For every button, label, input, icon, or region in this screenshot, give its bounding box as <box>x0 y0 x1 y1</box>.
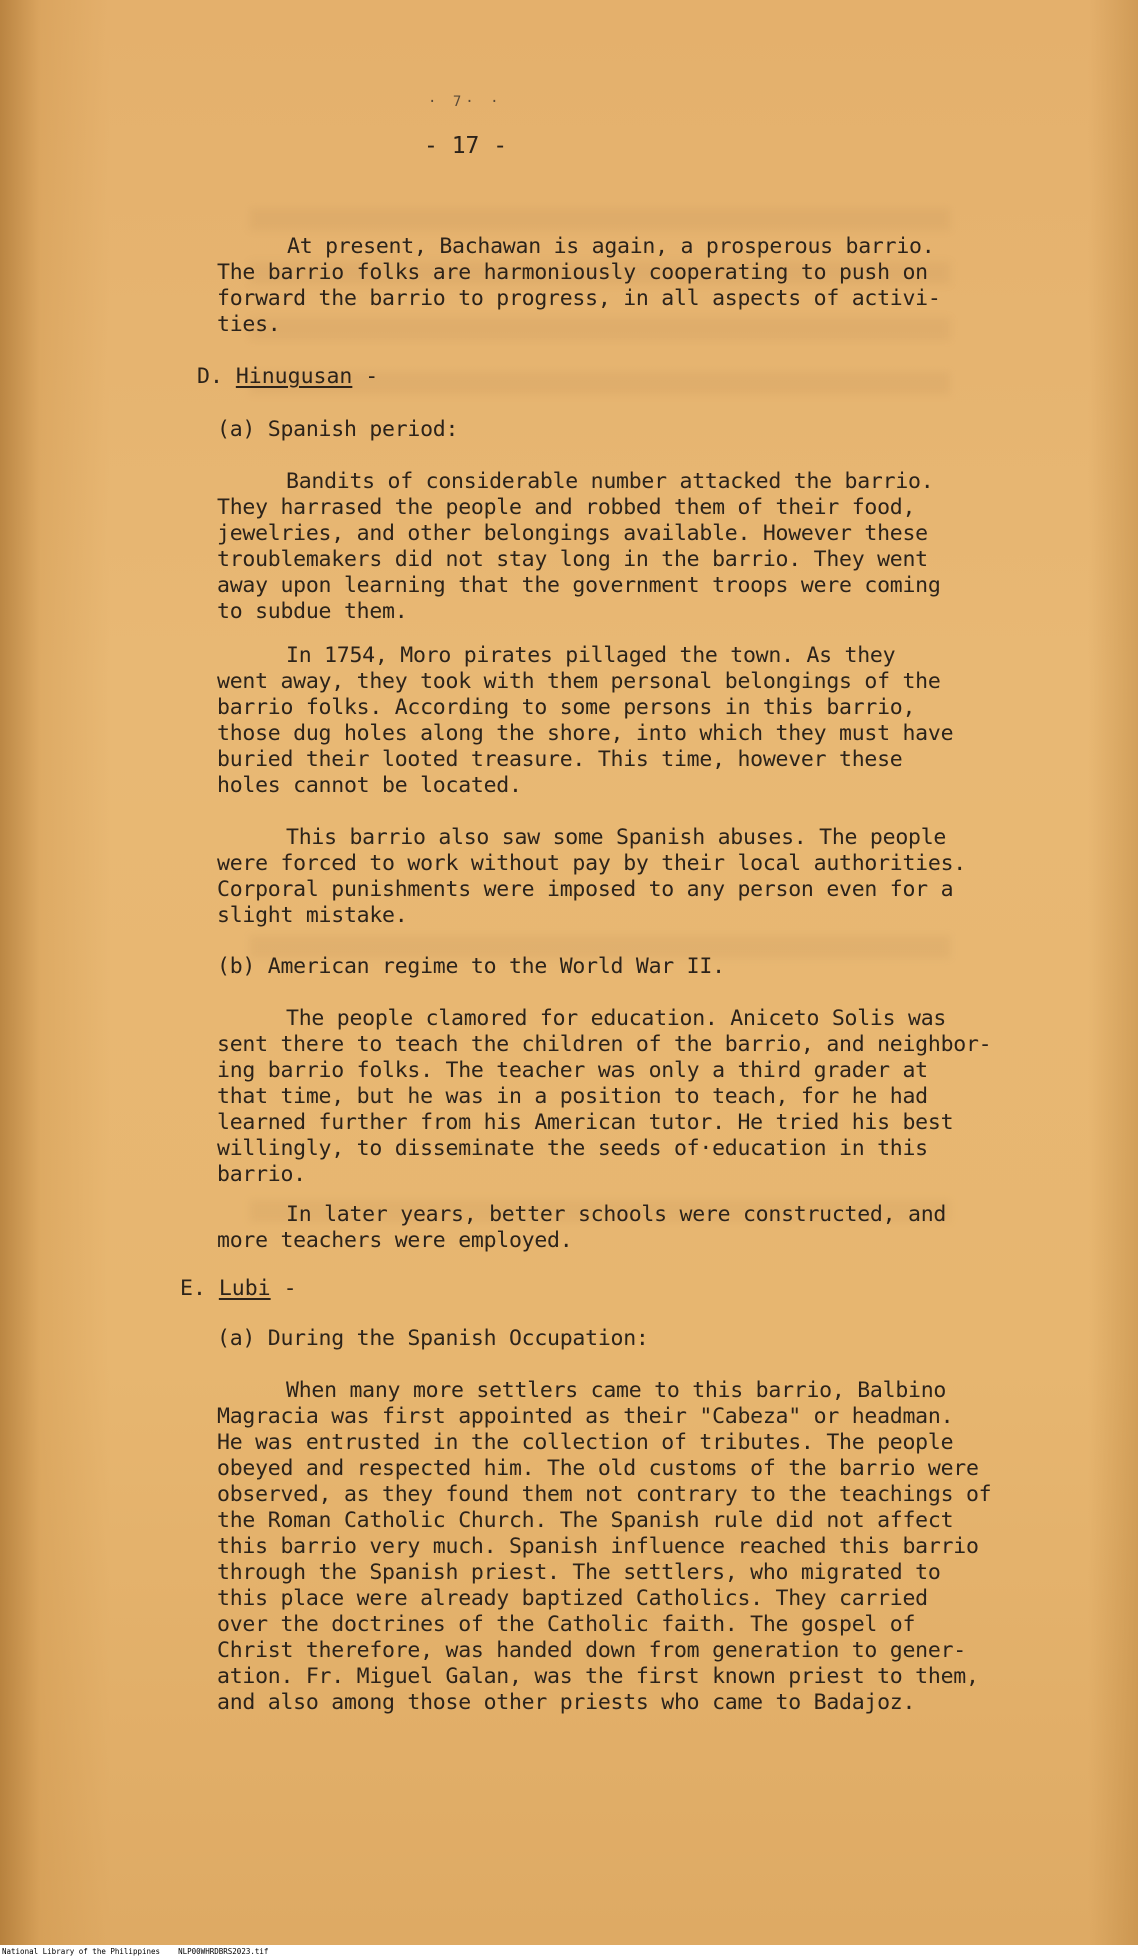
d-para-4-line: learned further from his American tutor. He tried his best <box>217 1110 954 1135</box>
section-e-suffix: - <box>270 1276 297 1301</box>
d-para-2-line: those dug holes along the shore, into which they must have <box>217 721 954 746</box>
e-para-1-line: He was entrusted in the collection of tributes. The people <box>217 1430 954 1455</box>
intro-line: forward the barrio to progress, in all aspects of activi- <box>217 286 941 311</box>
intro-line: ties. <box>217 312 281 337</box>
d-para-1-line: troublemakers did not stay long in the barrio. They went <box>217 547 928 572</box>
section-e-prefix: E. <box>180 1276 219 1301</box>
e-para-1-line: ation. Fr. Miguel Galan, was the first known priest to them, <box>217 1664 979 1689</box>
d-para-3-line: slight mistake. <box>217 903 408 928</box>
section-d-sub-b: (b) American regime to the World War II. <box>217 954 725 979</box>
d-para-4-line: barrio. <box>217 1162 306 1187</box>
e-para-1-line: this barrio very much. Spanish influence reached this barrio <box>217 1534 979 1559</box>
d-para-2-line: barrio folks. According to some persons in this barrio, <box>217 695 916 720</box>
footer-caption: National Library of the Philippines NLP00WHRDBRS2023.tif <box>2 1947 269 1956</box>
e-para-1-line: and also among those other priests who came to Badajoz. <box>217 1690 916 1715</box>
e-para-1-line: Magracia was first appointed as their "Cabeza" or headman. <box>217 1404 954 1429</box>
d-para-3-line: Corporal punishments were imposed to any person even for a <box>217 877 954 902</box>
e-para-1-line: observed, as they found them not contrary to the teachings of <box>217 1482 992 1507</box>
d-para-4-line: that time, but he was in a position to teach, for he had <box>217 1084 928 1109</box>
d-para-4-line: The people clamored for education. Aniceto Solis was <box>286 1006 947 1031</box>
d-para-2-line: went away, they took with them personal belongings of the <box>217 669 941 694</box>
d-para-2-line: In 1754, Moro pirates pillaged the town. As they <box>286 643 896 668</box>
d-para-3-line: This barrio also saw some Spanish abuses. The people <box>286 825 947 850</box>
section-d-title: Hinugusan <box>235 364 353 389</box>
d-para-4-line: willingly, to disseminate the seeds of·education in this <box>217 1136 928 1161</box>
e-para-1-line: through the Spanish priest. The settlers, who migrated to <box>217 1560 941 1585</box>
e-para-1-line: When many more settlers came to this barrio, Balbino <box>286 1378 947 1403</box>
e-para-1-line: this place were already baptized Catholics. They carried <box>217 1586 928 1611</box>
section-e-heading <box>180 1276 297 1302</box>
bleed-through-band <box>250 318 950 340</box>
e-para-1-line: obeyed and respected him. The old customs of the barrio were <box>217 1456 979 1481</box>
e-para-1-line: the Roman Catholic Church. The Spanish rule did not affect <box>217 1508 954 1533</box>
d-para-2-line: holes cannot be located. <box>217 773 522 798</box>
section-d-prefix: D. <box>197 364 236 389</box>
section-d-suffix: - <box>352 364 379 389</box>
d-para-1-line: away upon learning that the government troops were coming <box>217 573 941 598</box>
e-para-1-line: Christ therefore, was handed down from generation to gener- <box>217 1638 966 1663</box>
d-para-5-line: more teachers were employed. <box>217 1228 573 1253</box>
d-para-1-line: jewelries, and other belongings available. However these <box>217 521 928 546</box>
page-number: - 17 - <box>424 133 508 159</box>
e-para-1-line: over the doctrines of the Catholic faith. The gospel of <box>217 1612 916 1637</box>
section-d-sub-a: (a) Spanish period: <box>217 417 459 442</box>
d-para-3-line: were forced to work without pay by their local authorities. <box>217 851 966 876</box>
d-para-5-line: In later years, better schools were constructed, and <box>286 1202 947 1227</box>
d-para-1-line: They harrased the people and robbed them of their food, <box>217 495 916 520</box>
section-d-heading <box>197 364 378 390</box>
section-e-sub-a: (a) During the Spanish Occupation: <box>217 1326 649 1351</box>
intro-line: At present, Bachawan is again, a prosperous barrio. <box>287 234 935 259</box>
intro-line: The barrio folks are harmoniously cooperating to push on <box>217 260 928 285</box>
section-e-title: Lubi <box>218 1276 271 1301</box>
d-para-1-line: Bandits of considerable number attacked the barrio. <box>286 469 934 494</box>
top-mark: · 7· · <box>428 94 503 110</box>
d-para-1-line: to subdue them. <box>217 599 408 624</box>
d-para-4-line: sent there to teach the children of the barrio, and neighbor- <box>217 1032 992 1057</box>
d-para-4-line: ing barrio folks. The teacher was only a third grader at <box>217 1058 928 1083</box>
d-para-2-line: buried their looted treasure. This time, however these <box>217 747 903 772</box>
bleed-through-band <box>250 208 950 230</box>
